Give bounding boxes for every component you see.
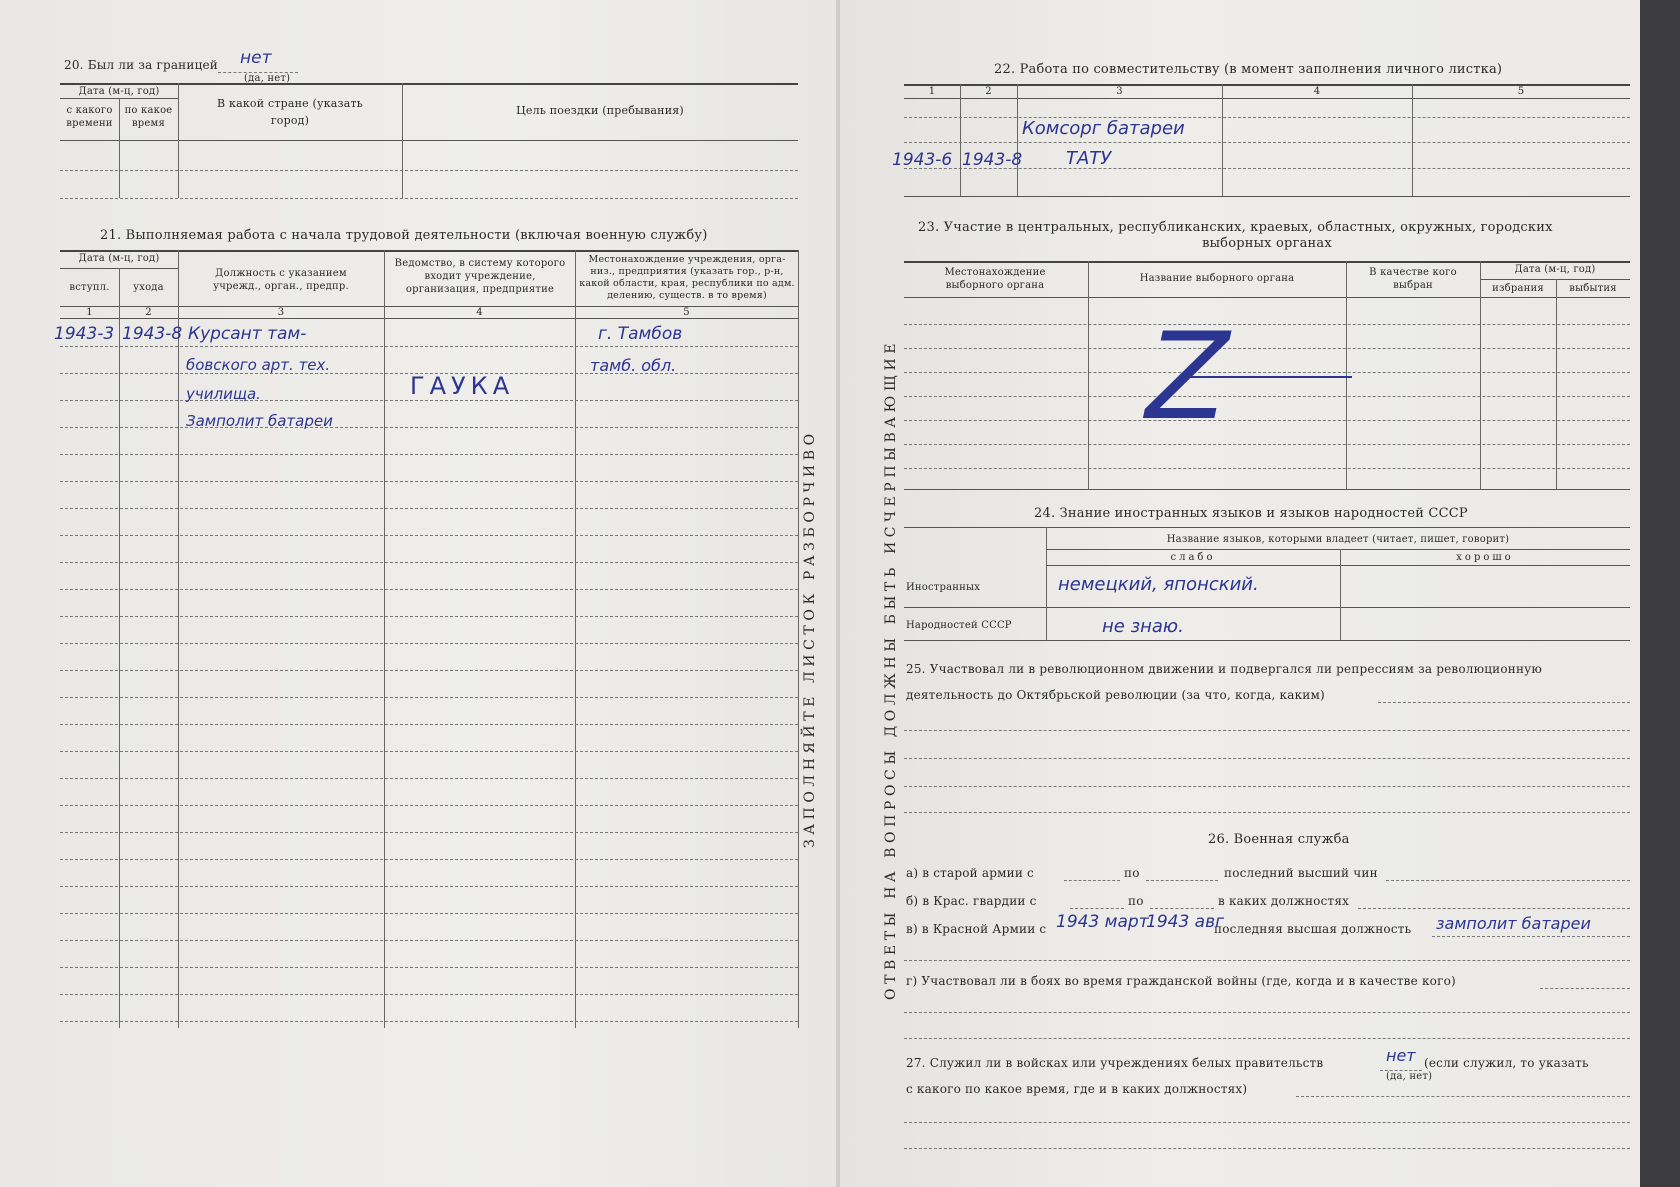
s26-b-answer-line xyxy=(1358,908,1630,909)
s26-a-post: последний высший чин xyxy=(1224,866,1378,880)
s21-colnum-4: 4 xyxy=(476,307,483,318)
s26-v-pre: в) в Красной Армии с xyxy=(906,922,1047,936)
s21-col-sep xyxy=(798,250,799,1028)
s21-entry-dept: ГАУКА xyxy=(410,372,515,400)
s23-col-sep xyxy=(1480,261,1481,489)
s21-col-out: ухода xyxy=(133,282,164,293)
s20-date-header: Дата (м-ц, год) xyxy=(78,86,160,97)
ruled-line xyxy=(60,589,798,590)
s22-colnum-3: 3 xyxy=(1116,86,1123,97)
s20-col-sep xyxy=(402,83,403,198)
s21-number-row-bottom xyxy=(60,318,798,319)
ruled-line xyxy=(60,670,798,671)
s20-answer: нет xyxy=(240,48,272,68)
s21-col-location: Местонахождение учреждения, орга- низ., предприятия (указать гор., р-н, какой области, края, республики по адм. делению, существ. в то время) xyxy=(579,254,795,301)
s20-table-top xyxy=(60,83,798,85)
s23-title-line2: выборных органах xyxy=(1202,236,1332,251)
s23-strike-tail xyxy=(1184,376,1352,378)
s27-pre: 27. Служил ли в войсках или учреждениях белых правительств xyxy=(906,1056,1324,1070)
s23-title-line1: 23. Участие в центральных, республиканских, краевых, областных, окружных, городских xyxy=(918,220,1553,235)
s20-col-from: с какого времени xyxy=(66,105,113,129)
s24-col-good: хорошо xyxy=(1456,552,1514,563)
ruled-line xyxy=(60,859,798,860)
ruled-line xyxy=(904,396,1630,397)
s27-answer-line xyxy=(904,1122,1630,1123)
ruled-line xyxy=(60,940,798,941)
s26-a-to-line xyxy=(1146,880,1218,881)
s20-col-country: В какой стране (указать город) xyxy=(217,97,363,127)
s21-colnum-2: 2 xyxy=(145,307,152,318)
s22-colnum-4: 4 xyxy=(1313,86,1321,97)
s26-a-from-line xyxy=(1064,880,1120,881)
s21-entry-location-1: г. Тамбов xyxy=(598,324,683,344)
s24-row-line xyxy=(904,607,1630,608)
s25-answer-line xyxy=(904,812,1630,813)
s23-col-elected: избрания xyxy=(1492,283,1544,294)
s21-col-dept: Ведомство, в систему которого входит учреждение, организация, предприятие xyxy=(394,258,566,295)
s20-col-sep xyxy=(178,83,179,198)
s22-col-sep xyxy=(1412,84,1413,196)
s21-col-in: вступл. xyxy=(69,282,110,293)
s23-col-role: В качестве кого выбран xyxy=(1369,267,1457,291)
s22-row-line xyxy=(904,117,1630,118)
s21-entry-in: 1943-3 xyxy=(54,324,115,344)
ruled-line xyxy=(60,724,798,725)
ruled-line xyxy=(60,427,798,428)
s22-col-sep xyxy=(1017,84,1018,196)
s22-colnum-2: 2 xyxy=(985,86,992,97)
s20-row-line xyxy=(60,170,798,171)
s26-answer-line xyxy=(904,1012,1630,1013)
s21-table-top xyxy=(60,250,798,252)
s20-header-bottom xyxy=(60,140,798,141)
vertical-instruction-answers-exhaustive: ОТВЕТЫ НА ВОПРОСЫ ДОЛЖНЫ БЫТЬ ИСЧЕРПЫВАЮЩИЕ xyxy=(883,338,899,1000)
ruled-line xyxy=(60,562,798,563)
s22-entry-position-2: ТАТУ xyxy=(1066,148,1112,169)
s24-row-ussr-weak: не знаю. xyxy=(1102,616,1184,637)
ruled-line xyxy=(60,886,798,887)
s22-col-sep xyxy=(1222,84,1223,196)
ruled-line xyxy=(60,751,798,752)
s26-a-answer-line xyxy=(1386,880,1630,881)
s27-line2: с какого по какое время, где и в каких должностях) xyxy=(906,1082,1248,1096)
s24-header: Название языков, которыми владеет (читает, пишет, говорит) xyxy=(1166,534,1510,545)
background-edge xyxy=(1640,0,1680,1187)
ruled-line xyxy=(60,643,798,644)
s21-col-position: Должность с указанием учрежд., орган., предпр. xyxy=(213,268,349,292)
s20-col-to: по какое время xyxy=(124,105,173,129)
s26-a-pre: а) в старой армии с xyxy=(906,866,1034,880)
left-page xyxy=(0,0,836,1187)
s23-col-location: Местонахождение выборного органа xyxy=(944,267,1046,291)
ruled-line xyxy=(60,697,798,698)
s26-v-answer-line xyxy=(1432,936,1630,937)
s21-date-header: Дата (м-ц, год) xyxy=(78,253,160,264)
s21-title: 21. Выполняемая работа с начала трудовой деятельности (включая военную службу) xyxy=(100,228,708,243)
s25-answer-line xyxy=(904,786,1630,787)
ruled-line xyxy=(60,778,798,779)
ruled-line xyxy=(60,805,798,806)
s20-col-purpose: Цель поездки (пребывания) xyxy=(516,104,684,117)
s23-col-left: выбытия xyxy=(1569,283,1617,294)
s26-b-from-line xyxy=(1070,908,1124,909)
ruled-line xyxy=(60,508,798,509)
s24-table-bottom xyxy=(904,640,1630,641)
ruled-line xyxy=(60,400,798,401)
s24-row-ussr-label: Народностей СССР xyxy=(906,620,1012,631)
ruled-line xyxy=(60,913,798,914)
ruled-line xyxy=(904,444,1630,445)
s26-g: г) Участвовал ли в боях во время гражданской войны (где, когда и в качестве кого) xyxy=(906,974,1456,988)
s23-table-top xyxy=(904,261,1630,263)
s27-answer-line xyxy=(904,1148,1630,1149)
s25-line2: деятельность до Октябрьской революции (за что, когда, каким) xyxy=(906,688,1325,702)
s21-col-sep xyxy=(384,250,385,1028)
s22-number-row xyxy=(904,98,1630,99)
ruled-line xyxy=(60,832,798,833)
s23-col-name: Название выборного органа xyxy=(1139,273,1295,284)
s26-g-answer-line xyxy=(1540,988,1630,989)
s26-v-post: последняя высшая должность xyxy=(1214,922,1412,936)
s24-title: 24. Знание иностранных языков и языков народностей СССР xyxy=(1034,506,1468,521)
ruled-line xyxy=(60,994,798,995)
s22-entry-position-1: Комсорг батареи xyxy=(1022,118,1185,139)
s21-col-sep xyxy=(178,250,179,1028)
ruled-line xyxy=(60,346,798,347)
s23-col-sep xyxy=(1088,261,1089,489)
s21-entry-position-1: Курсант там- xyxy=(188,324,307,344)
s22-col-sep xyxy=(960,84,961,196)
s26-v-to: 1943 авг xyxy=(1146,912,1225,932)
ruled-line xyxy=(904,420,1630,421)
ruled-line xyxy=(60,481,798,482)
s22-entry-to: 1943-8 xyxy=(962,150,1023,170)
s23-col-sep xyxy=(1346,261,1347,489)
ruled-line xyxy=(60,1021,798,1022)
s23-strike-mark: Z xyxy=(1131,308,1244,447)
s24-header-bottom xyxy=(1046,565,1630,566)
s25-answer-line xyxy=(1378,702,1630,703)
s21-col-sep xyxy=(575,250,576,1028)
ruled-line xyxy=(60,535,798,536)
s26-b-to-line xyxy=(1150,908,1214,909)
s26-title: 26. Военная служба xyxy=(1208,832,1350,847)
s21-entry-location-2: тамб. обл. xyxy=(590,356,677,375)
s23-table-bottom xyxy=(904,489,1630,490)
s23-date-rule xyxy=(1480,279,1630,280)
s26-b-pre: б) в Крас. гвардии с xyxy=(906,894,1037,908)
s26-answer-line xyxy=(904,1038,1630,1039)
s25-line1: 25. Участвовал ли в революционном движении и подвергался ли репрессиям за революционную xyxy=(906,662,1543,676)
s27-answer: нет xyxy=(1386,1046,1416,1065)
s21-colnum-5: 5 xyxy=(683,307,690,318)
ruled-line xyxy=(904,372,1630,373)
ruled-line xyxy=(60,616,798,617)
s21-entry-position-4: Замполит батареи xyxy=(186,412,333,430)
s21-entry-position-3: училища. xyxy=(186,385,261,403)
s20-row-line xyxy=(60,198,798,199)
s26-answer-line xyxy=(904,960,1630,961)
ruled-line xyxy=(904,348,1630,349)
s24-subheader-rule xyxy=(1046,549,1630,550)
ruled-line xyxy=(60,967,798,968)
s26-v-from: 1943 март xyxy=(1056,912,1149,932)
s23-col-date-header: Дата (м-ц, год) xyxy=(1514,264,1596,275)
vertical-instruction-fill-legibly: ЗАПОЛНЯЙТЕ ЛИСТОК РАЗБОРЧИВО xyxy=(802,429,818,848)
s24-row-foreign-weak: немецкий, японский. xyxy=(1058,574,1259,595)
s22-entry-from: 1943-6 xyxy=(892,150,953,170)
s22-colnum-1: 1 xyxy=(928,86,936,97)
s26-b-mid: по xyxy=(1128,894,1144,908)
s26-a-mid: по xyxy=(1124,866,1140,880)
s22-row-line xyxy=(904,142,1630,143)
s21-colnum-3: 3 xyxy=(277,307,285,318)
s22-table-bottom xyxy=(904,196,1630,197)
s24-row-foreign-label: Иностранных xyxy=(906,582,981,593)
s21-col-sep xyxy=(119,268,120,1028)
s21-entry-out: 1943-8 xyxy=(122,324,183,344)
s25-answer-line xyxy=(904,758,1630,759)
s21-entry-position-2: бовского арт. тех. xyxy=(186,356,331,374)
s21-colnum-1: 1 xyxy=(86,307,93,318)
s27-post: (если служил, то указать xyxy=(1424,1056,1589,1070)
s27-hint: (да, нет) xyxy=(1386,1071,1433,1082)
s23-header-bottom xyxy=(904,297,1630,298)
s20-hint: (да, нет) xyxy=(244,73,291,84)
s27-answer-line xyxy=(1296,1096,1630,1097)
s22-title: 22. Работа по совместительству (в момент заполнения личного листка) xyxy=(994,62,1503,77)
ruled-line xyxy=(60,454,798,455)
s23-col-sep xyxy=(1556,279,1557,489)
s22-colnum-5: 5 xyxy=(1517,86,1525,97)
s26-b-post: в каких должностях xyxy=(1218,894,1350,908)
s25-answer-line xyxy=(904,730,1630,731)
s24-col-weak: слабо xyxy=(1170,552,1216,563)
ruled-line xyxy=(904,468,1630,469)
s24-table-top xyxy=(904,527,1630,528)
s26-v-answer: замполит батареи xyxy=(1436,914,1591,933)
s20-label: 20. Был ли за границей xyxy=(64,58,218,72)
ruled-line xyxy=(904,324,1630,325)
